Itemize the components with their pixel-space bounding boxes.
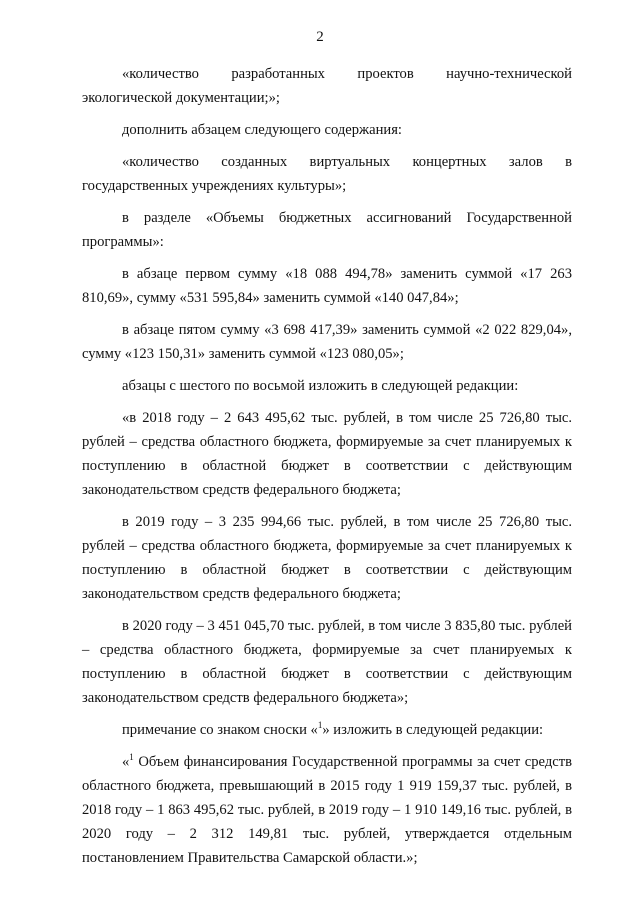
footnote-mark-final: 1 <box>129 752 134 763</box>
paragraph-8: «в 2018 году – 2 643 495,62 тыс. рублей, в том числе 25 726,80 тыс. рублей – средства областного бюджета, формируемые за счет планируемых к поступлению в областной бюджет в соответствии с действующим законодательством средств федерального бюджета; <box>82 410 572 498</box>
note-text-after: » изложить в следующей редакции: <box>322 722 544 738</box>
paragraph-9: в 2019 году – 3 235 994,66 тыс. рублей, в том числе 25 726,80 тыс. рублей – средства областного бюджета, формируемые за счет планируемых к поступлению в областной бюджет в соответствии с действующим законодательством средств федерального бюджета; <box>82 514 572 602</box>
final-text-before: « <box>122 754 130 770</box>
footnote-mark: 1 <box>317 720 323 731</box>
paragraph-2: дополнить абзацем следующего содержания: <box>122 122 402 138</box>
document-body <box>82 62 572 878</box>
paragraph-6: в абзаце пятом сумму «3 698 417,39» заменить суммой «2 022 829,04», сумму «123 150,31» заменить суммой «123 080,05»; <box>82 322 572 362</box>
page-number: 2 <box>316 29 324 45</box>
paragraph-4: в разделе «Объемы бюджетных ассигнований Государственной программы»: <box>82 210 572 250</box>
final-text-after: Объем финансирования Государственной программы за счет средств областного бюджета, превышающий в 2015 году 1 919 159,37 тыс. рублей, в 2018 году – 1 863 495,62 тыс. рублей, в 2019 году – 1 910 149,16 тыс. рублей, в 2020 году – 2 312 149,81 тыс. рублей, утверждается отдельным постановлением Правительства Самарской области.»; <box>82 754 572 866</box>
final-paragraph <box>82 750 572 870</box>
paragraph-1: «количество разработанных проектов научно-технической экологической документации;»; <box>82 66 572 106</box>
note-text-before: примечание со знаком сноски « <box>122 722 318 738</box>
paragraph-7: абзацы с шестого по восьмой изложить в следующей редакции: <box>122 378 519 394</box>
paragraph-5: в абзаце первом сумму «18 088 494,78» заменить суммой «17 263 810,69», сумму «531 595,84» заменить суммой «140 047,84»; <box>82 266 572 306</box>
paragraph-3: «количество созданных виртуальных концертных залов в государственных учреждениях культуры»; <box>82 154 572 194</box>
paragraph-10: в 2020 году – 3 451 045,70 тыс. рублей, в том числе 3 835,80 тыс. рублей – средства областного бюджета, формируемые за счет планируемых к поступлению в областной бюджет в соответствии с действующим законодательством средств федерального бюджета»; <box>82 618 572 706</box>
note-paragraph <box>82 718 572 742</box>
